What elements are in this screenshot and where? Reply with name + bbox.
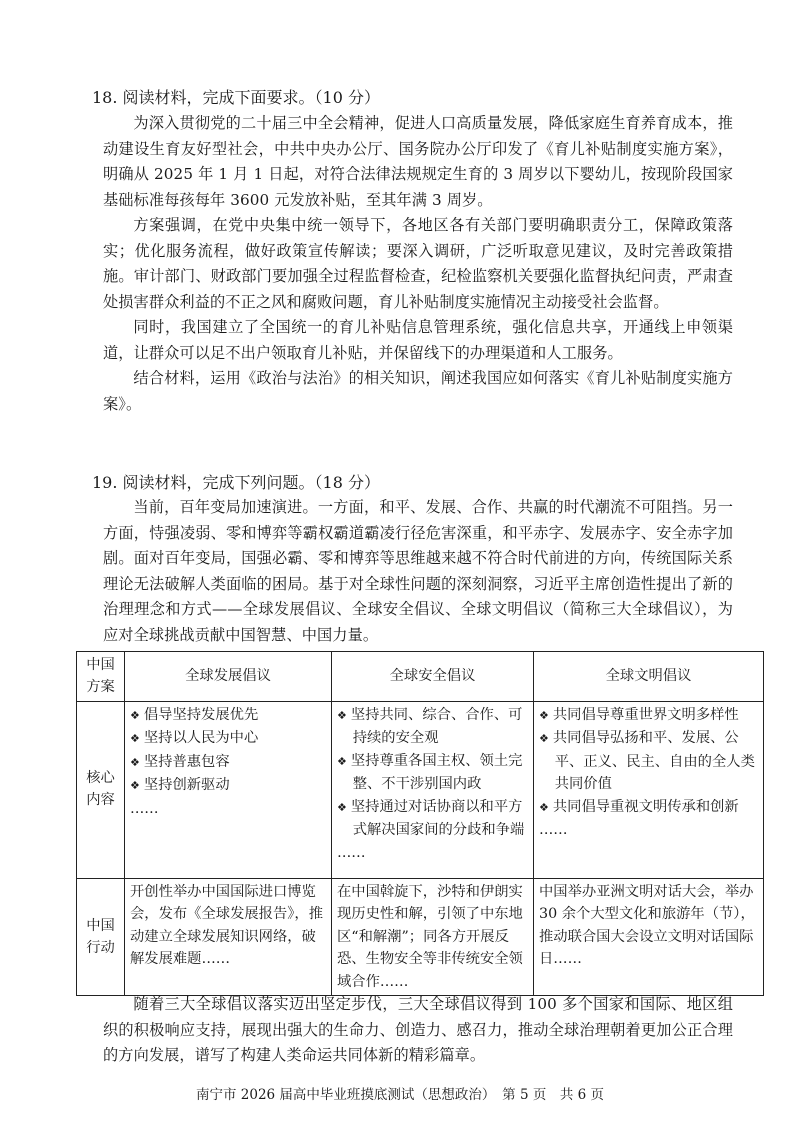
diamond-bullet-icon: ❖ bbox=[539, 800, 549, 814]
list-item: ❖ 坚持共同、综合、合作、可持续的安全观 bbox=[337, 706, 523, 746]
list-item: ❖ 坚持尊重各国主权、领土完整、不干涉别国内政 bbox=[337, 752, 523, 792]
row-label-core bbox=[77, 701, 125, 878]
table-row-core-content bbox=[77, 701, 764, 878]
q19-intro: 当前，百年变局加速演进。一方面，和平、发展、合作、共赢的时代潮流不可阻挡。另一方面，恃强凌弱、零和博弈等霸权霸道霸凌行径危害深重，和平赤字、发展赤字、安全赤字加剧。面对百年变局，国强必霸、零和博弈等思维越来越不符合时代前进的方向，传统国际关系理论无法破解人类面临的困局。基于对全球性问题的深刻洞察，习近平主席创造性提出了新的治理理念和方式——全球发展倡议、全球安全倡议、全球文明倡议（简称三大全球倡议），为应对全球挑战贡献中国智慧、中国力量。 bbox=[103, 498, 733, 644]
action-security-cell: 在中国斡旋下，沙特和伊朗实现历史性和解，引领了中东地区“和解潮”；同各方开展反恐、生物安全等非传统安全领域合作…… bbox=[332, 878, 534, 996]
ellipsis: …… bbox=[337, 844, 366, 861]
diamond-bullet-icon: ❖ bbox=[130, 708, 140, 722]
action-development-cell: 开创性举办中国国际进口博览会，发布《全球发展报告》，推动建立全球发展知识网络，破解发展难题…… bbox=[125, 878, 332, 996]
diamond-bullet-icon: ❖ bbox=[130, 755, 140, 769]
ellipsis: …… bbox=[539, 822, 568, 838]
diamond-bullet-icon: ❖ bbox=[130, 779, 140, 792]
action-label-line-2: 行动 bbox=[86, 939, 115, 956]
q18-paragraph-1: 为深入贯彻党的二十届三中全会精神，促进人口高质量发展，降低家庭生育养育成本，推动建设生育友好型社会，中共中央办公厅、国务院办公厅印发了《育儿补贴制度实施方案》，明确从 2025 年 1 月 1 日起，对符合法律法规规定生育的 3 周岁以下婴幼儿，按现阶段国家基础标准每孩每年 3600 元发放补贴，至其年满 3 周岁。 bbox=[103, 114, 733, 209]
action-civilization-cell: 中国举办亚洲文明对话大会，举办 30 余个大型文化和旅游年（节），推动联合国大会设立文明对话国际日…… bbox=[534, 878, 764, 996]
list-item: ❖ 坚持创新驱动 bbox=[130, 777, 230, 793]
list-item: ❖ 坚持以人民为中心 bbox=[130, 730, 259, 746]
q19-closing: 随着三大全球倡议落实迈出坚定步伐，三大全球倡议得到 100 多个国家和国际、地区组织的积极响应支持，展现出强大的生命力、创造力、感召力，推动全球治理朝着更加公正合理的方向发展，谱写了构建人类命运共同体新的精彩篇章。 bbox=[103, 995, 733, 1065]
q18-paragraph-3: 同时，我国建立了全国统一的育儿补贴信息管理系统，强化信息共享，开通线上申领渠道，让群众可以足不出户领取育儿补贴，并保留线下的办理渠道和人工服务。 bbox=[103, 318, 733, 362]
question-19-title: 19. 阅读材料，完成下列问题。（18 分） bbox=[92, 473, 380, 492]
q18-prompt: 结合材料，运用《政治与法治》的相关知识，阐述我国应如何落实《育儿补贴制度实施方案》。 bbox=[103, 369, 733, 413]
corner-cell bbox=[77, 652, 125, 702]
corner-label-line-1: 中国 bbox=[86, 657, 115, 673]
table-header-row bbox=[77, 652, 764, 702]
list-item: ❖ 共同倡导尊重世界文明多样性 bbox=[539, 706, 739, 723]
page-footer: 南宁市 2026 届高中毕业班摸底测试（思想政治） 第 5 页 共 6 页 bbox=[195, 1087, 605, 1103]
core-label-line-2: 内容 bbox=[86, 792, 115, 809]
diamond-bullet-icon: ❖ bbox=[337, 754, 347, 768]
list-item: ❖ 共同倡导弘扬和平、发展、公平、正义、民主、自由的全人类共同价值 bbox=[539, 730, 755, 792]
core-security-cell bbox=[332, 701, 534, 878]
diamond-bullet-icon: ❖ bbox=[539, 708, 549, 722]
table-row-china-action bbox=[77, 878, 764, 996]
list-item: ❖ 坚持普惠包容 bbox=[130, 753, 230, 770]
core-label-line-1: 核心 bbox=[86, 770, 115, 787]
column-header-civilization: 全球文明倡议 bbox=[534, 652, 764, 702]
column-header-development: 全球发展倡议 bbox=[125, 652, 332, 702]
diamond-bullet-icon: ❖ bbox=[337, 708, 347, 722]
row-label-action bbox=[77, 878, 125, 996]
list-item: ❖ 坚持通过对话协商以和平方式解决国家间的分歧和争端 bbox=[337, 798, 525, 838]
diamond-bullet-icon: ❖ bbox=[539, 732, 549, 745]
core-development-cell bbox=[125, 701, 332, 878]
ellipsis: …… bbox=[130, 800, 159, 817]
action-label-line-1: 中国 bbox=[86, 917, 115, 934]
q18-paragraph-2: 方案强调，在党中央集中统一领导下，各地区各有关部门要明确职责分工，保障政策落实；优化服务流程，做好政策宣传解读；要深入调研，广泛听取意见建议，及时完善政策措施。审计部门、财政部门要加强全过程监督检查，纪检监察机关要强化监督执纪问责，严肃查处损害群众利益的不正之风和腐败问题，育儿补贴制度实施情况主动接受社会监督。 bbox=[103, 216, 733, 311]
diamond-bullet-icon: ❖ bbox=[337, 800, 347, 814]
list-item: ❖ 共同倡导重视文明传承和创新 bbox=[539, 798, 739, 815]
diamond-bullet-icon: ❖ bbox=[130, 732, 140, 745]
initiatives-table bbox=[76, 651, 764, 996]
corner-label-line-2: 方案 bbox=[86, 679, 115, 695]
core-civilization-cell bbox=[534, 701, 764, 878]
question-18-title: 18. 阅读材料，完成下面要求。（10 分） bbox=[92, 88, 380, 107]
list-item: ❖ 倡导坚持发展优先 bbox=[130, 706, 259, 723]
column-header-security: 全球安全倡议 bbox=[332, 652, 534, 702]
